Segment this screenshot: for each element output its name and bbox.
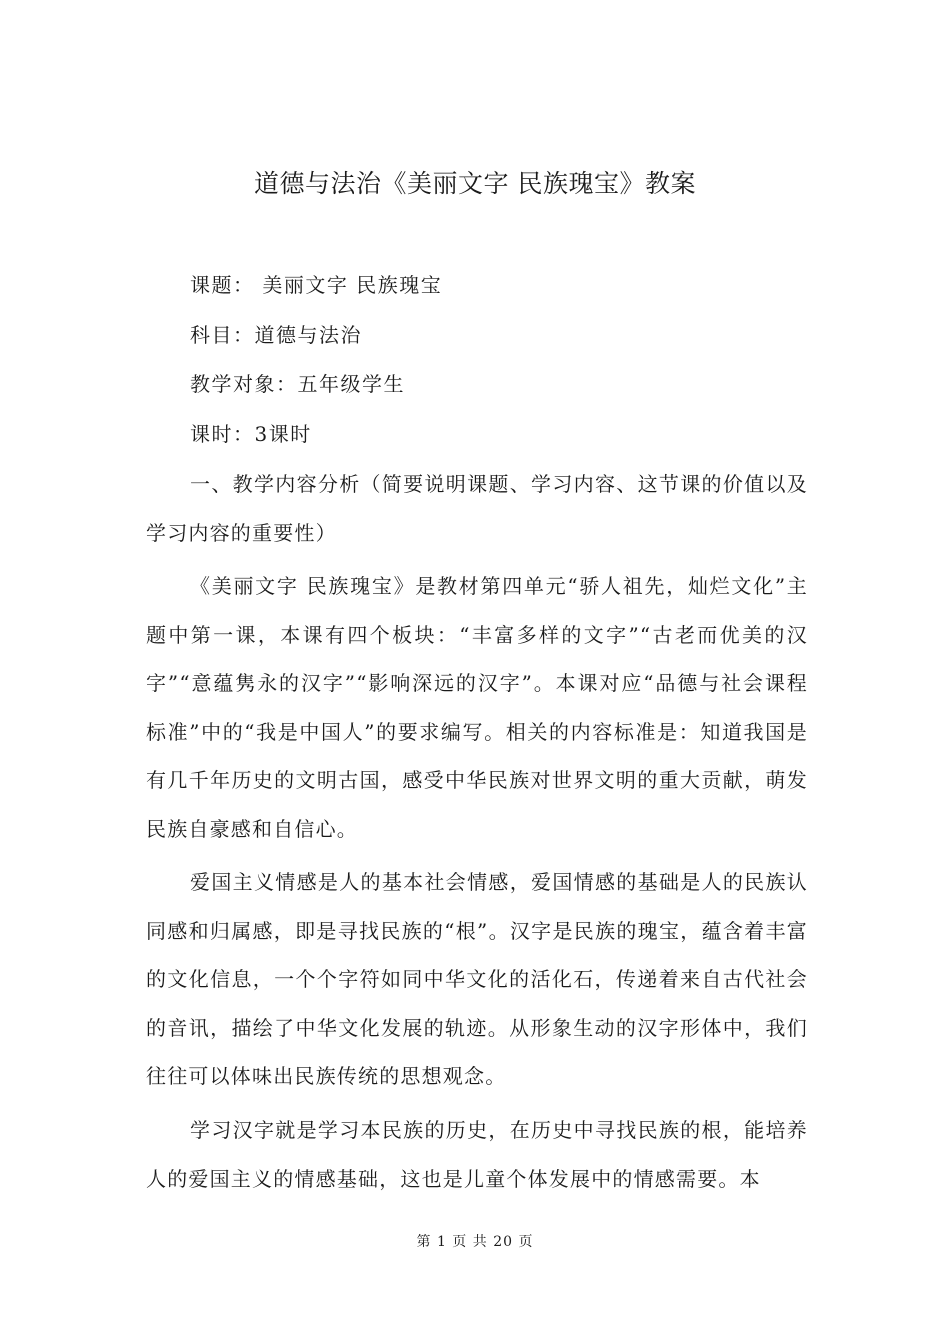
meta-topic: 课题： 美丽文字 民族瑰宝 bbox=[190, 273, 443, 297]
meta-hours: 课时：3课时 bbox=[190, 422, 312, 446]
paragraph-intro: 《美丽文字 民族瑰宝》是教材第四单元“骄人祖先，灿烂文化”主题中第一课，本课有四个板块：“丰富多样的文字”“古老而优美的汉字”“意蕴隽永的汉字”“影响深远的汉字”。本课对应“品德与社会课程标准”中的“我是中国人”的要求编写。相关的内容标准是：知道我国是有几千年历史的文明古国，感受中华民族对世界文明的重大贡献，萌发民族自豪感和自信心。 bbox=[146, 574, 808, 841]
document-title: 道德与法治《美丽文字 民族瑰宝》教案 bbox=[254, 169, 696, 198]
meta-subject: 科目：道德与法治 bbox=[190, 323, 362, 347]
page-footer: 第 1 页 共 20 页 bbox=[416, 1234, 534, 1250]
paragraph-patriotism: 爱国主义情感是人的基本社会情感，爱国情感的基础是人的民族认同感和归属感，即是寻找民族的“根”。汉字是民族的瑰宝，蕴含着丰富的文化信息，一个个字符如同中华文化的活化石，传递着来自古代社会的音讯，描绘了中华文化发展的轨迹。从形象生动的汉字形体中，我们往往可以体味出民族传统的思想观念。 bbox=[146, 870, 808, 1088]
section-heading: 一、教学内容分析（简要说明课题、学习内容、这节课的价值以及学习内容的重要性） bbox=[146, 472, 808, 545]
paragraph-learning: 学习汉字就是学习本民族的历史，在历史中寻找民族的根，能培养人的爱国主义的情感基础，这也是儿童个体发展中的情感需要。本 bbox=[146, 1118, 808, 1191]
meta-audience: 教学对象：五年级学生 bbox=[190, 372, 405, 396]
